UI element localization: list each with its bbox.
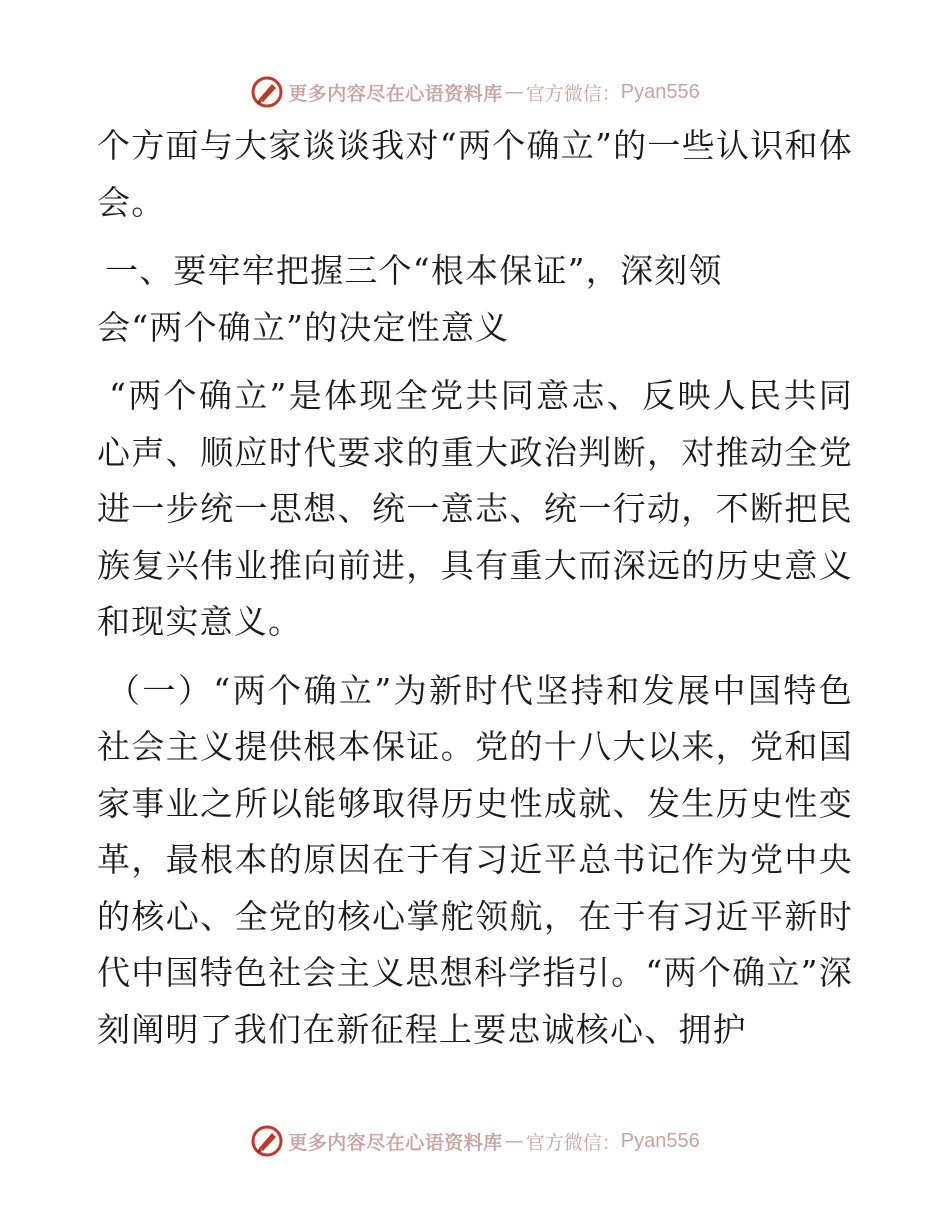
watermark-dash: — bbox=[504, 81, 524, 103]
section-heading-line-2: 会“两个确立”的决定性意义 bbox=[97, 307, 510, 347]
watermark-brand-text: 更多内容尽在心语资料库 bbox=[288, 82, 503, 105]
watermark-account: Pyan556 bbox=[620, 80, 700, 103]
paragraph-significance: “两个确立”是体现全党共同意志、反映人民共同心声、顺应时代要求的重大政治判断，对推动全党进一步统一思想、统一意志、统一行动，不断把民族复兴伟业推向前进，具有重大而深远的历史意义和现实意义。 bbox=[97, 376, 853, 641]
section-heading bbox=[97, 243, 853, 356]
intro-paragraph: 个方面与大家谈谈我对“两个确立”的一些认识和体会。 bbox=[97, 126, 853, 222]
watermark-brand-text: 更多内容尽在心语资料库 bbox=[288, 1131, 503, 1154]
paragraph-fundamental-guarantee: （一）“两个确立”为新时代坚持和发展中国特色社会主义提供根本保证。党的十八大以来，党和国家事业之所以能够取得历史性成就、发生历史性变革，最根本的原因在于有习近平总书记作为党中央的核心、全党的核心掌舵领航，在于有习近平新时代中国特色社会主义思想科学指引。“两个确立”深刻阐明了我们在新征程上要忠诚核心、拥护 bbox=[97, 670, 853, 1049]
header-watermark bbox=[0, 72, 950, 112]
brand-logo-icon bbox=[250, 75, 284, 109]
watermark-dash: — bbox=[504, 1130, 524, 1152]
section-heading-line-1: 一、要牢牢把握三个“根本保证”，深刻领 bbox=[105, 251, 723, 290]
watermark-official-label: 官方微信： bbox=[525, 1131, 621, 1154]
brand-logo-icon bbox=[250, 1124, 284, 1158]
watermark-official-label: 官方微信： bbox=[525, 82, 621, 105]
document-body bbox=[97, 118, 853, 1058]
footer-watermark bbox=[0, 1121, 950, 1161]
watermark-account: Pyan556 bbox=[620, 1129, 700, 1152]
